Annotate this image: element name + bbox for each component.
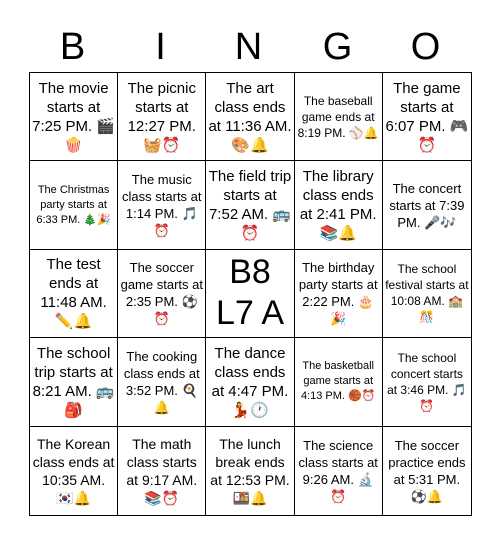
bingo-cell-r5c3[interactable] <box>206 427 294 515</box>
bingo-cell-r4c4[interactable] <box>295 338 383 426</box>
cell-text: The soccer game starts at 2:35 PM. ⚽⏰ <box>120 260 203 327</box>
bingo-header <box>29 22 471 72</box>
cell-text: The baseball game ends at 8:19 PM. ⚾🔔 <box>297 93 379 140</box>
cell-text: The Christmas party starts at 6:33 PM. 🎄🎉 <box>36 183 111 226</box>
bingo-cell-r4c5[interactable] <box>383 338 471 426</box>
bingo-cell-r5c4[interactable] <box>295 427 383 515</box>
cell-text: The lunch break ends at 12:53 PM. 🍱🔔 <box>210 435 290 506</box>
cell-text: The cooking class ends at 3:52 PM. 🍳🔔 <box>123 348 200 415</box>
bingo-cell-r1c3[interactable] <box>206 73 294 161</box>
bingo-cell-r3c4[interactable] <box>295 250 383 338</box>
bingo-cell-r3c1[interactable] <box>30 250 118 338</box>
bingo-cell-r2c3[interactable] <box>206 161 294 249</box>
cell-text: The field trip starts at 7:52 AM. 🚌⏰ <box>208 168 292 243</box>
bingo-cell-r3c2[interactable] <box>118 250 206 338</box>
bingo-cell-r4c2[interactable] <box>118 338 206 426</box>
cell-text: The school festival starts at 10:08 AM. 🏫🎊 <box>385 262 469 325</box>
cell-text: The concert starts at 7:39 PM. 🎤🎶 <box>389 180 465 230</box>
bingo-cell-r1c1[interactable] <box>30 73 118 161</box>
cell-text: The library class ends at 2:41 PM. 📚🔔 <box>299 168 377 243</box>
bingo-cell-r3c5[interactable] <box>383 250 471 338</box>
bingo-cell-r2c4[interactable] <box>295 161 383 249</box>
cell-text: The birthday party starts at 2:22 PM. 🎂🎉 <box>298 260 378 327</box>
bingo-cell-r1c5[interactable] <box>383 73 471 161</box>
cell-text: The soccer practice ends at 5:31 PM. ⚽🔔 <box>388 437 466 504</box>
cell-text: The music class starts at 1:14 PM. 🎵⏰ <box>122 172 202 239</box>
cell-text: The picnic starts at 12:27 PM. 🧺⏰ <box>127 79 196 154</box>
bingo-cell-r1c4[interactable] <box>295 73 383 161</box>
header-letter-i: I <box>155 26 167 68</box>
bingo-cell-r5c5[interactable] <box>383 427 471 515</box>
free-space-text: B8 L7 A <box>215 253 285 333</box>
header-letter-b: B <box>59 26 87 68</box>
bingo-cell-r2c2[interactable] <box>118 161 206 249</box>
free-space-cell[interactable] <box>206 250 294 338</box>
cell-text: The school trip starts at 8:21 AM. 🚌🎒 <box>32 344 115 419</box>
bingo-cell-r4c1[interactable] <box>30 338 118 426</box>
cell-text: The math class starts at 9:17 AM. 📚⏰ <box>126 435 198 506</box>
cell-text: The game starts at 6:07 PM. 🎮⏰ <box>385 79 469 154</box>
bingo-card <box>29 72 472 516</box>
cell-text: The test ends at 11:48 AM. ✏️🔔 <box>40 256 107 331</box>
bingo-cell-r5c2[interactable] <box>118 427 206 515</box>
bingo-cell-r2c5[interactable] <box>383 161 471 249</box>
cell-text: The school concert starts at 3:46 PM. 🎵⏰ <box>387 350 467 413</box>
bingo-cell-r4c3[interactable] <box>206 338 294 426</box>
cell-text: The Korean class ends at 10:35 AM. 🇰🇷🔔 <box>32 435 115 506</box>
bingo-cell-r1c2[interactable] <box>118 73 206 161</box>
header-letter-n: N <box>234 26 264 68</box>
cell-text: The dance class ends at 4:47 PM. 💃🕐 <box>211 344 289 419</box>
cell-text: The basketball game starts at 4:13 PM. 🏀⏰ <box>300 360 376 403</box>
cell-text: The science class starts at 9:26 AM. 🔬⏰ <box>298 437 378 504</box>
bingo-cell-r5c1[interactable] <box>30 427 118 515</box>
cell-text: The movie starts at 7:25 PM. 🎬🍿 <box>32 79 116 154</box>
cell-text: The art class ends at 11:36 AM. 🎨🔔 <box>208 79 292 154</box>
bingo-cell-r2c1[interactable] <box>30 161 118 249</box>
header-letter-g: G <box>322 26 354 68</box>
header-letter-o: O <box>410 26 442 68</box>
